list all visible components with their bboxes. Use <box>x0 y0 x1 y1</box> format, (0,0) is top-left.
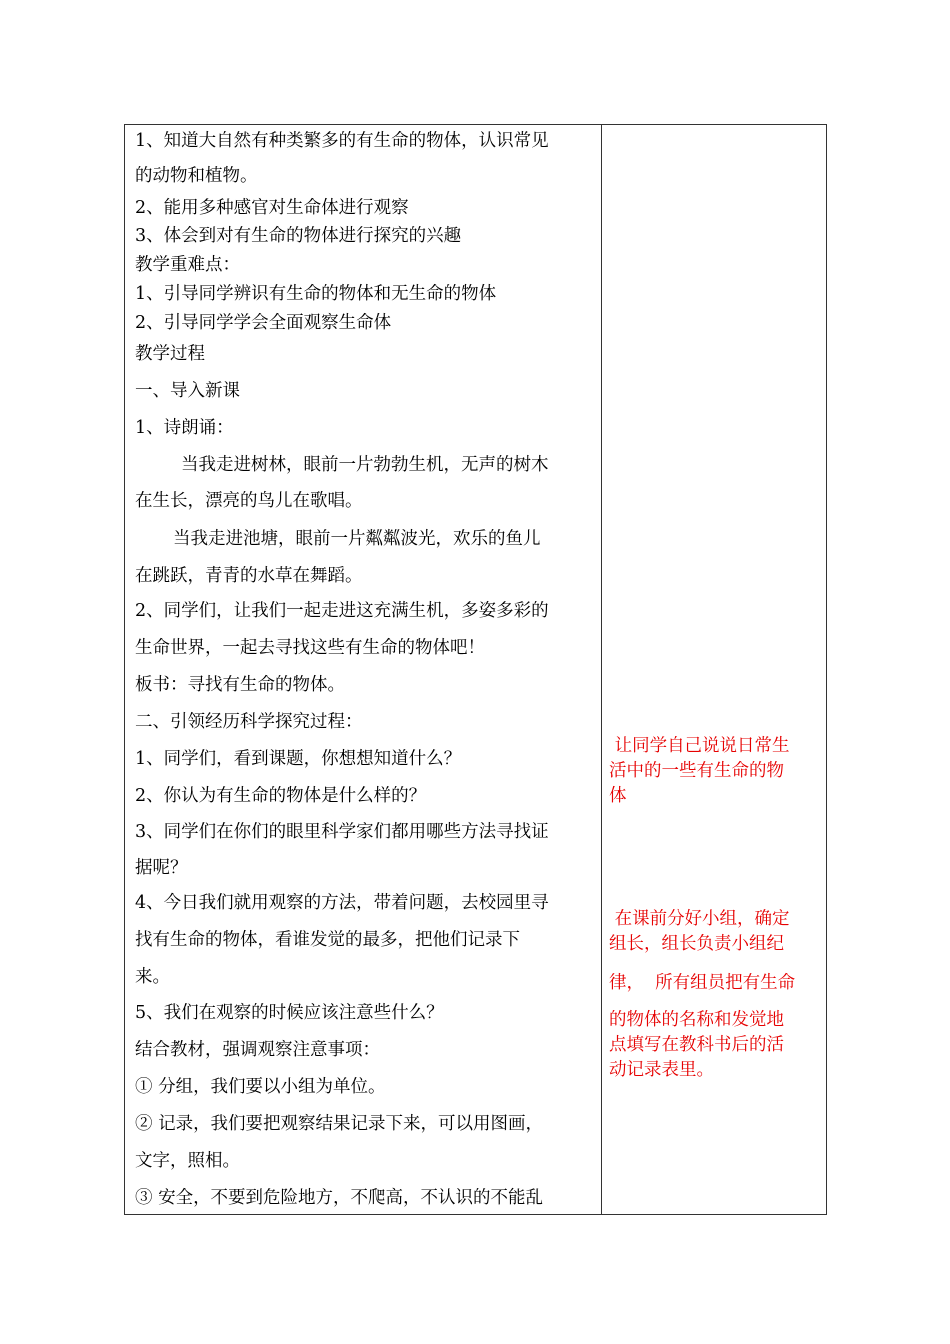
poem-line: 当我走进池塘，眼前一片粼粼波光，欢乐的鱼儿 <box>173 529 541 549</box>
content-line: 教学重难点： <box>135 255 240 275</box>
note-line: 在课前分好小组，确定 <box>609 909 790 929</box>
note-line: 活中的一些有生命的物 <box>609 761 784 781</box>
content-line: 来。 <box>135 967 170 987</box>
content-line: ② 记录，我们要把观察结果记录下来，可以用图画， <box>135 1114 544 1134</box>
content-line: ③ 安全，不要到危险地方，不爬高，不认识的不能乱 <box>135 1188 544 1208</box>
content-line: 2、你认为有生命的物体是什么样的？ <box>135 786 427 806</box>
content-line: 1、诗朗诵： <box>135 418 234 438</box>
content-line: 文字，照相。 <box>135 1151 240 1171</box>
content-line: 3、同学们在你们的眼里科学家们都用哪些方法寻找证 <box>135 822 549 842</box>
poem-line: 当我走进树林，眼前一片勃勃生机，无声的树木 <box>181 455 549 475</box>
content-line: 4、今日我们就用观察的方法，带着问题，去校园里寻 <box>135 893 549 913</box>
content-line: 3、体会到对有生命的物体进行探究的兴趣 <box>135 226 462 246</box>
column-divider <box>601 125 602 1214</box>
note-line: 的物体的名称和发觉地 <box>609 1010 784 1030</box>
note-line: 点填写在教科书后的活 <box>609 1035 784 1055</box>
content-line: ① 分组，我们要以小组为单位。 <box>135 1077 386 1097</box>
note-line: 体 <box>609 786 627 806</box>
note-line: 动记录表里。 <box>609 1060 714 1080</box>
lesson-table <box>124 124 827 1215</box>
content-line: 2、引导同学学会全面观察生命体 <box>135 313 392 333</box>
content-line: 2、同学们，让我们一起走进这充满生机，多姿多彩的 <box>135 601 549 621</box>
content-line: 1、知道大自然有种类繁多的有生命的物体，认识常见 <box>135 131 549 151</box>
content-line: 教学过程 <box>135 344 205 364</box>
content-line: 板书：寻找有生命的物体。 <box>135 675 345 695</box>
note-line: 律， 所有组员把有生命 <box>609 973 796 993</box>
content-line: 生命世界，一起去寻找这些有生命的物体吧！ <box>135 638 485 658</box>
content-line: 2、能用多种感官对生命体进行观察 <box>135 198 409 218</box>
content-line: 二、引领经历科学探究过程： <box>135 712 363 732</box>
content-line: 1、引导同学辨识有生命的物体和无生命的物体 <box>135 284 497 304</box>
content-line: 结合教材，强调观察注意事项： <box>135 1040 380 1060</box>
poem-line: 在生长，漂亮的鸟儿在歌唱。 <box>135 491 363 511</box>
content-line: 1、同学们，看到课题，你想想知道什么？ <box>135 749 462 769</box>
note-line: 组长，组长负责小组纪 <box>609 934 784 954</box>
note-line: 让同学自己说说日常生 <box>609 736 790 756</box>
content-line: 一、导入新课 <box>135 381 240 401</box>
content-line: 5、我们在观察的时候应该注意些什么？ <box>135 1003 444 1023</box>
content-line: 据呢？ <box>135 858 188 878</box>
poem-line: 在跳跃，青青的水草在舞蹈。 <box>135 566 363 586</box>
content-line: 找有生命的物体，看谁发觉的最多，把他们记录下 <box>135 930 520 950</box>
content-line: 的动物和植物。 <box>135 166 258 186</box>
